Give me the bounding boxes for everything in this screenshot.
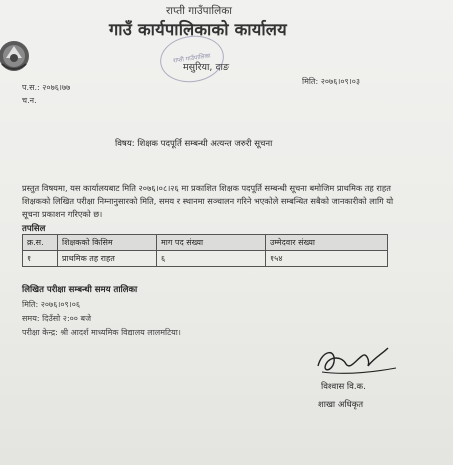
exam-date: मिति: २०७६।०९।०६ (22, 300, 81, 309)
office-address: मसुरिया, दाङ (183, 62, 230, 73)
table-header-row (23, 235, 388, 251)
office-stamp: राप्ती गाउँपालिका (157, 32, 227, 86)
signer-designation: शाखा अधिकृत (318, 400, 364, 410)
notice-subject: विषय: शिक्षक पदपूर्ति सम्बन्धी अत्यन्त जरुरी सूचना (115, 139, 273, 149)
notice-body: प्रस्तुत विषयमा, यस कार्यालयबाट मिति २०७६।०८।२६ मा प्रकाशित शिक्षक पदपूर्ति सम्बन्धी सूचना बमोजिम प्राथमिक तह राहत शिक्षकको लिखित परीक्षा निम्नानुसारको मिति, समय र स्थानमा सञ्चालन गरिने भएकोले सम्बन्धित सबैको जानकारीको लागि यो सूचना प्रकाशन गरिएको छ। (22, 183, 394, 219)
municipality-name: राप्ती गाउँपालिका (166, 5, 232, 17)
table-cell: प्राथमिक तह राहत (58, 251, 157, 267)
signer-name: विश्वास वि.क. (321, 382, 366, 392)
table-cell: १५४ (266, 251, 388, 267)
table-row (23, 251, 388, 267)
table-cell: १ (23, 251, 58, 267)
nepal-emblem-icon (0, 36, 40, 76)
column-header: उम्मेदवार संख्या (266, 235, 388, 251)
exam-time: समय: दिउँसो २:०० बजे (22, 314, 92, 323)
handwritten-signature (312, 342, 402, 380)
column-header: माग पद संख्या (157, 235, 266, 251)
table-cell: ६ (157, 251, 266, 267)
letter-date: मिति: २०७६।०९।०३ (302, 77, 361, 86)
details-heading: तपसिल (22, 224, 46, 234)
column-header: क्र.स. (23, 235, 58, 251)
column-header: शिक्षकको किसिम (58, 235, 157, 251)
office-name: गाउँ कार्यपालिकाको कार्यालय (109, 20, 287, 39)
vacancy-table (22, 234, 388, 267)
exam-venue: परीक्षा केन्द्र: श्री आदर्श माध्यमिक विद्यालय लालमटिया। (22, 328, 181, 337)
exam-schedule-title: लिखित परीक्षा सम्बन्धी समय तालिका (22, 285, 138, 295)
letter-number: प.स.: २०७६।७७ (22, 83, 71, 92)
dispatch-number: च.न. (22, 96, 37, 105)
